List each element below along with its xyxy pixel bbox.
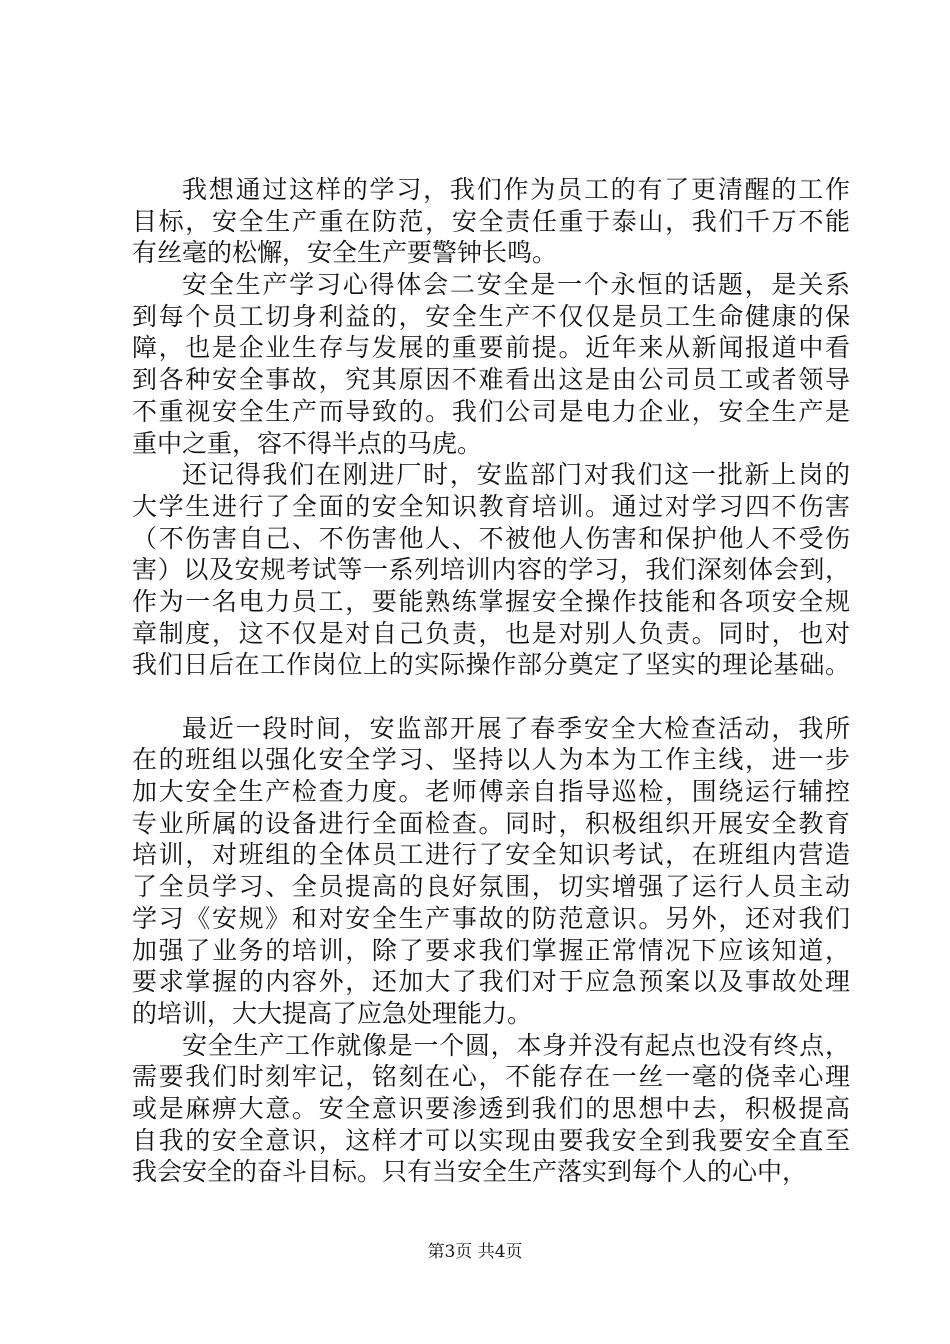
- paragraph-4-line-9: 要求掌握的内容外，还加大了我们对于应急预案以及事故处理: [132, 967, 850, 997]
- paragraph-3-line-2: 大学生进行了全面的安全知识教育培训。通过对学习四不伤害: [132, 491, 850, 521]
- paragraph-3-line-7: 我们日后在工作岗位上的实际操作部分奠定了坚实的理论基础。: [132, 650, 850, 680]
- paragraph-5-line-3: 或是麻痹大意。安全意识要渗透到我们的思想中去，积极提高: [132, 1093, 850, 1123]
- paragraph-spacer: [132, 681, 850, 713]
- paragraph-5-line-5: 我会安全的奋斗目标。只有当安全生产落实到每个人的心中，: [132, 1157, 808, 1187]
- paragraph-2-line-4: 到各种安全事故，究其原因不难看出这是由公司员工或者领导: [132, 365, 850, 395]
- paragraph-3-line-1: 还记得我们在刚进厂时，安监部门对我们这一批新上岗的: [182, 460, 850, 490]
- paragraph-2-line-2: 到每个员工切身利益的，安全生产不仅仅是员工生命健康的保: [132, 301, 850, 331]
- paragraph-2-line-6: 重中之重，容不得半点的马虎。: [132, 428, 483, 458]
- paragraph-3-line-6: 章制度，这不仅是对自己负责，也是对别人负责。同时，也对: [132, 618, 850, 648]
- page-number-footer: 第3页 共4页: [427, 1242, 523, 1262]
- paragraph-4-line-4: 专业所属的设备进行全面检查。同时，积极组织开展安全教育: [132, 808, 850, 838]
- paragraph-4-line-7: 学习《安规》和对安全生产事故的防范意识。另外，还对我们: [132, 903, 850, 933]
- paragraph-5-line-1: 安全生产工作就像是一个圆，本身并没有起点也没有终点，: [182, 1030, 850, 1060]
- paragraph-2-line-3: 障，也是企业生存与发展的重要前提。近年来从新闻报道中看: [132, 333, 850, 363]
- paragraph-4-line-3: 加大安全生产检查力度。老师傅亲自指导巡检，围绕运行辅控: [132, 777, 850, 807]
- paragraph-1-line-1: 我想通过这样的学习，我们作为员工的有了更清醒的工作: [182, 175, 850, 204]
- paragraph-2-line-5: 不重视安全生产而导致的。我们公司是电力企业，安全生产是: [132, 396, 850, 426]
- paragraph-4-line-6: 了全员学习、全员提高的良好氛围，切实增强了运行人员主动: [132, 872, 850, 902]
- paragraph-1-line-3: 有丝毫的松懈，安全生产要警钟长鸣。: [132, 238, 558, 268]
- paragraph-5-line-2: 需要我们时刻牢记，铭刻在心，不能存在一丝一毫的侥幸心理: [132, 1062, 850, 1092]
- paragraph-4-line-2: 在的班组以强化安全学习、坚持以人为本为工作主线，进一步: [132, 745, 850, 775]
- paragraph-5-line-4: 自我的安全意识，这样才可以实现由要我安全到我要安全直至: [132, 1125, 850, 1155]
- paragraph-4-line-5: 培训，对班组的全体员工进行了安全知识考试，在班组内营造: [132, 840, 850, 870]
- paragraph-3-line-5: 作为一名电力员工，要能熟练掌握安全操作技能和各项安全规: [132, 586, 850, 616]
- document-body: [132, 174, 850, 1188]
- paragraph-3-line-4: 害）以及安规考试等一系列培训内容的学习，我们深刻体会到，: [132, 555, 850, 585]
- paragraph-2-line-1: 安全生产学习心得体会二安全是一个永恒的话题，是关系: [182, 270, 850, 300]
- paragraph-3-line-3: （不伤害自己、不伤害他人、不被他人伤害和保护他人不受伤: [132, 523, 850, 553]
- paragraph-4-line-1: 最近一段时间，安监部开展了春季安全大检查活动，我所: [182, 713, 850, 743]
- paragraph-4-line-8: 加强了业务的培训，除了要求我们掌握正常情况下应该知道，: [132, 935, 850, 965]
- paragraph-1-line-2: 目标，安全生产重在防范，安全责任重于泰山，我们千万不能: [132, 206, 850, 236]
- paragraph-4-line-10: 的培训，大大提高了应急处理能力。: [132, 998, 533, 1028]
